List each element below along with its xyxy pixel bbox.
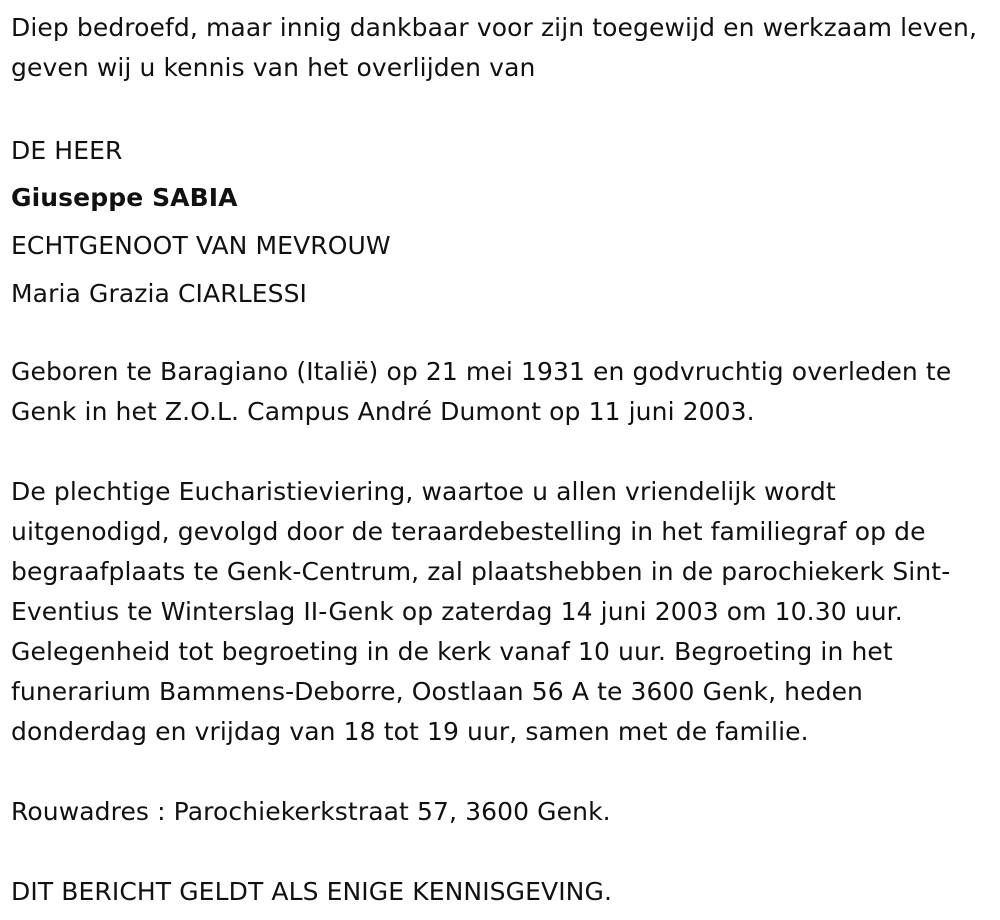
spacer	[11, 752, 993, 792]
notice-text: DIT BERICHT GELDT ALS ENIGE KENNISGEVING.	[11, 877, 612, 906]
deceased-name: Giuseppe SABIA	[11, 183, 238, 212]
death-notice	[11, 8, 993, 912]
spacer	[11, 88, 993, 128]
spouse-label: ECHTGENOOT VAN MEVROUW	[11, 231, 391, 260]
spacer	[11, 832, 993, 872]
birth-death-text: Geboren te Baragiano (Italië) op 21 mei 1931 en godvruchtig overleden te Genk in het Z.O.L. Campus André Dumont op 11 juni 2003.	[11, 357, 952, 426]
intro-text: Diep bedroefd, maar innig dankbaar voor zijn toegewijd en werkzaam leven, geven wij u kennis van het overlijden van	[11, 13, 978, 82]
spacer	[11, 432, 993, 472]
spacer	[11, 318, 993, 352]
honorific: DE HEER	[11, 136, 123, 165]
mourning-address: Rouwadres : Parochiekerkstraat 57, 3600 Genk.	[11, 797, 611, 826]
funeral-text: De plechtige Eucharistieviering, waartoe u allen vriendelijk wordt uitgenodigd, gevolgd door de teraardebestelling in het familiegraf op de begraafplaats te Genk-Centrum, zal plaatshebben in de parochiekerk Sint-Eventius te Winterslag II-Genk op zaterdag 14 juni 2003 om 10.30 uur. Gelegenheid tot begroeting in de kerk vanaf 10 uur. Begroeting in het funerarium Bammens-Deborre, Oostlaan 56 A te 3600 Genk, heden donderdag en vrijdag van 18 tot 19 uur, samen met de familie.	[11, 477, 951, 746]
spouse-name: Maria Grazia CIARLESSI	[11, 279, 308, 308]
deceased-block	[11, 128, 993, 318]
